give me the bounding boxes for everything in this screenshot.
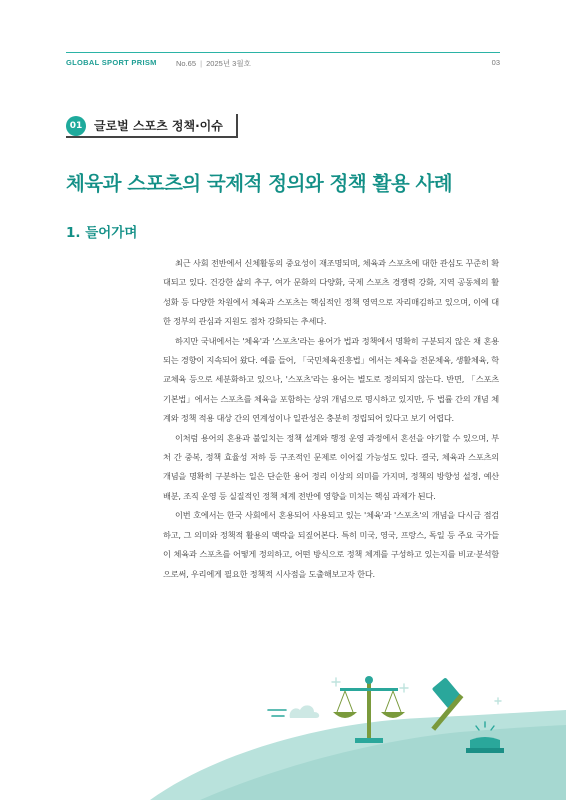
section-number-badge: 01 <box>66 116 86 136</box>
article-title: 체육과 스포츠의 국제적 정의와 정책 활용 사례 <box>66 172 453 195</box>
issue-date: 2025년 3월호 <box>206 59 251 68</box>
magazine-brand: GLOBAL SPORT PRISM <box>66 58 157 67</box>
paragraph: 이번 호에서는 한국 사회에서 혼용되어 사용되고 있는 '체육'과 '스포츠'의 개념을 다시금 점검하고, 그 의미와 정책적 활용의 맥락을 되짚어본다. 특히 미국, 영국, 프랑스, 독일 등 주요 국가들이 체육과 스포츠를 어떻게 정의하고, 어떤 방식으로 정책 체계를 구성하고 있는지를 비교·분석함으로써, 우리에게 필요한 정책적 시사점을 도출해보고자 한다. <box>163 510 499 579</box>
cloud-icon <box>290 705 320 718</box>
issue-info: No.65 | 2025년 3월호 <box>176 59 251 68</box>
paragraph: 하지만 국내에서는 '체육'과 '스포츠'라는 용어가 법과 정책에서 명확히 구분되지 않은 채 혼용되는 경향이 지속되어 왔다. 예를 들어, 「국민체육진흥법」에서는 체육을 전문체육, 생활체육, 학교체육 등으로 세분화하고 있으나, '스포츠'라는 용어는 별도로 정의되지 않는다. 반면, 「스포츠기본법」에서는 스포츠를 체육을 포함하는 상위 개념으로 명시하고 있지만, 두 법률 간의 개념 체계와 정책 적용 대상 간의 연계성이나 일관성은 충분히 정립되어 있다고 보기 어렵다. <box>163 335 499 424</box>
paragraph: 이처럼 용어의 혼용과 불일치는 정책 설계와 행정 운영 과정에서 혼선을 야기할 수 있으며, 부처 간 중복, 정책 효율성 저하 등 구조적인 문제로 이어질 가능성도 있다. 결국, 체육과 스포츠의 개념을 명확히 구분하는 일은 단순한 용어 정리 이상의 의미를 가지며, 정책의 방향성 설정, 예산 배분, 조직 운영 등 실질적인 정책 체계 전반에 영향을 미치는 핵심 과제가 된다. <box>163 432 499 501</box>
motion-lines-icon <box>268 710 286 716</box>
issue-number: No.65 <box>176 59 197 68</box>
section-title: 글로벌 스포츠 정책·이슈 <box>94 119 223 133</box>
page-number: 03 <box>491 58 500 67</box>
paragraph: 최근 사회 전반에서 신체활동의 중요성이 재조명되며, 체육과 스포츠에 대한 관심도 꾸준히 확대되고 있다. 건강한 삶의 추구, 여가 문화의 다양화, 국제 스포츠 경쟁력 강화, 지역 공동체의 활성화 등 다양한 차원에서 체육과 스포츠는 핵심적인 정책 영역으로 자리매김하고 있으며, 이에 대한 정부의 관심과 지원도 점차 강화되는 추세다. <box>163 258 499 327</box>
article-subheading: 1. 들어가며 <box>66 225 138 241</box>
section-label <box>66 114 238 138</box>
article-body <box>163 254 499 584</box>
footer-illustration <box>0 660 566 800</box>
page-header <box>66 52 500 67</box>
